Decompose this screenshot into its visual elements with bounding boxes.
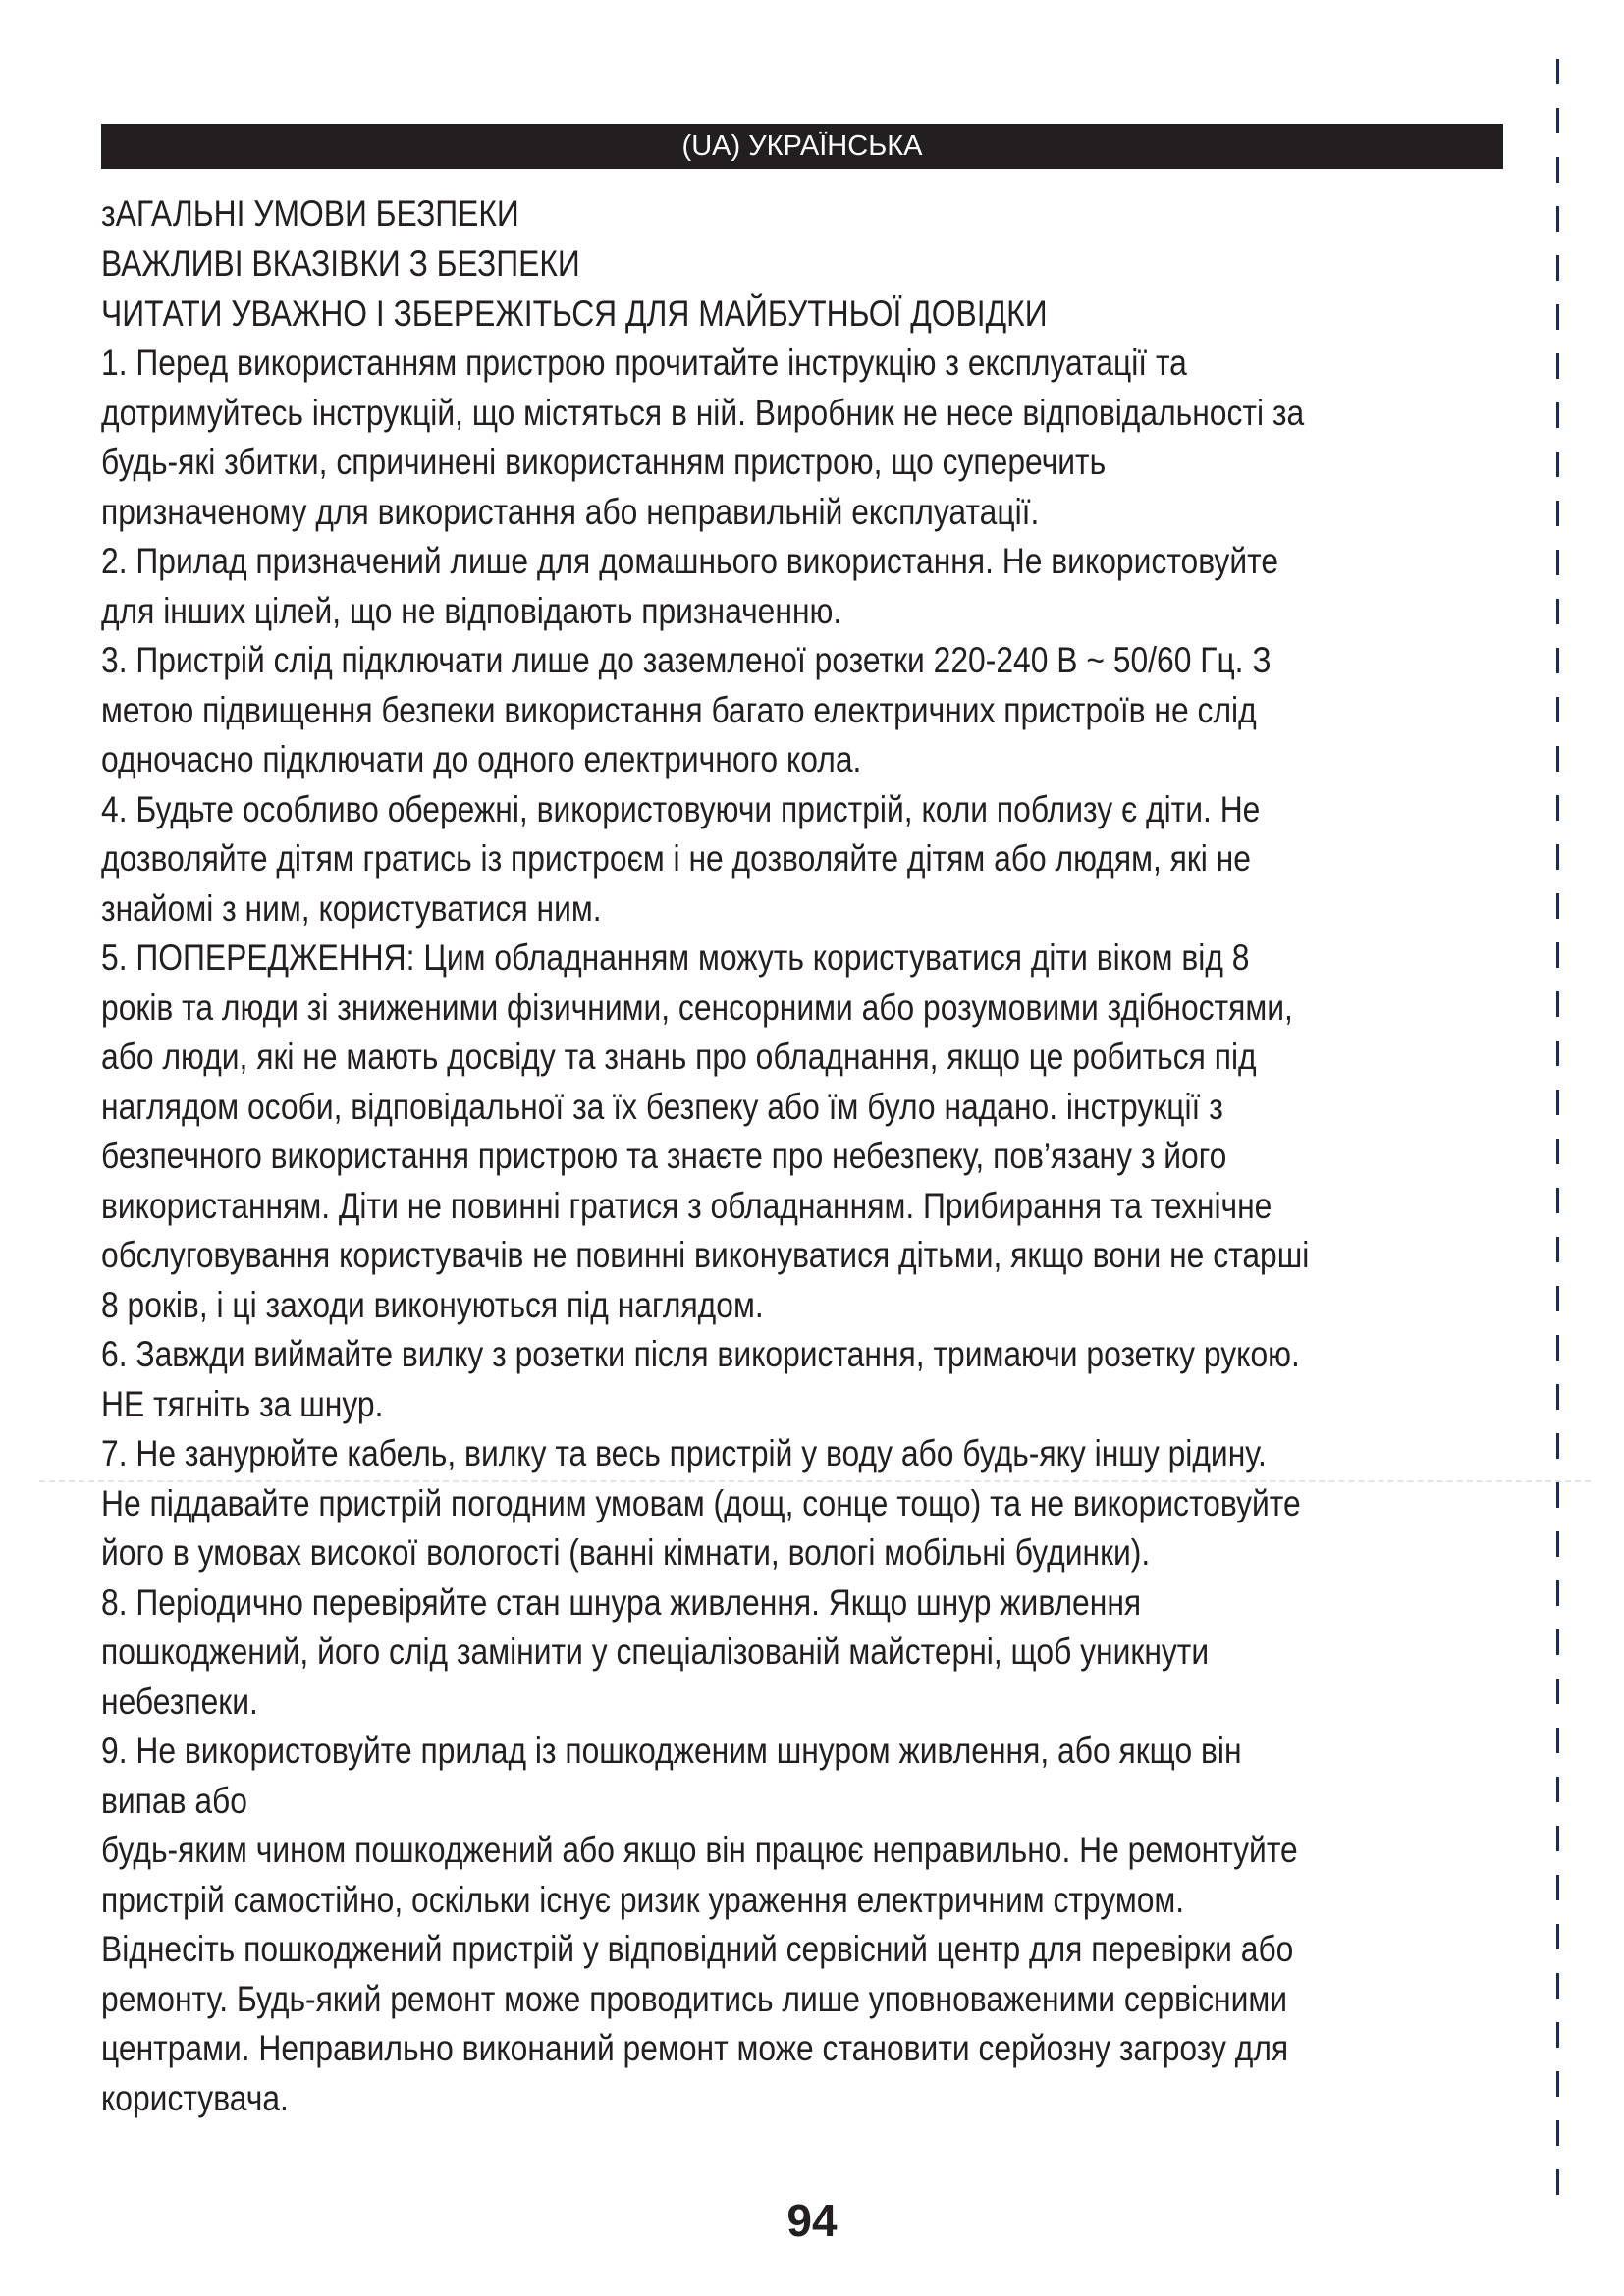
instruction-line: будь-які збитки, спричинені використанням пристрою, що суперечить: [101, 442, 1107, 482]
safety-instructions: [101, 188, 1505, 2123]
cut-mark: [1556, 2169, 1559, 2195]
instruction-line: 2. Прилад призначений лише для домашнього використання. Не використовуйте: [101, 541, 1279, 581]
instruction-item: [101, 1578, 1505, 1728]
cut-mark: [1556, 550, 1559, 575]
instruction-item: [101, 636, 1505, 785]
cut-mark: [1556, 1679, 1559, 1704]
cut-mark: [1556, 2071, 1559, 2097]
instruction-line: випав або: [101, 1780, 247, 1821]
cut-mark: [1556, 1580, 1559, 1606]
instruction-item: [101, 1330, 1505, 1429]
cut-mark: [1556, 2120, 1559, 2146]
cut-mark: [1556, 991, 1559, 1017]
cut-mark: [1556, 255, 1559, 281]
instruction-line: наглядом особи, відповідальної за їх безпеку або їм було надано. інструкції з: [101, 1086, 1223, 1127]
instruction-line: НЕ тягніть за шнур.: [101, 1383, 384, 1424]
instruction-line: 7. Не занурюйте кабель, вилку та весь пристрій у воду або будь-яку іншу рідину.: [101, 1433, 1267, 1473]
instruction-line: 8 років, і ці заходи виконуються під наглядом.: [101, 1284, 764, 1325]
cut-mark: [1556, 304, 1559, 330]
instruction-line: безпечного використання пристрою та знаєте про небезпеку, пов’язану з його: [101, 1136, 1227, 1176]
instruction-item: [101, 934, 1505, 1330]
cut-mark: [1556, 1482, 1559, 1508]
instruction-line: дотримуйтесь інструкцій, що містяться в ній. Виробник не несе відповідальності за: [101, 392, 1305, 433]
instruction-line: 9. Не використовуйте прилад із пошкодженим шнуром живлення, або якщо він: [101, 1731, 1242, 1771]
instruction-line: користувача.: [101, 2077, 289, 2118]
cut-mark: [1556, 108, 1559, 133]
cut-mark: [1556, 1826, 1559, 1851]
cut-mark: [1556, 353, 1559, 379]
cut-mark: [1556, 1728, 1559, 1753]
cut-mark: [1556, 1629, 1559, 1655]
instruction-line: 4. Будьте особливо обережні, використовуючи пристрій, коли поблизу є діти. Не: [101, 788, 1261, 829]
cut-mark: [1556, 2022, 1559, 2048]
instruction-line: використанням. Діти не повинні гратися з обладнанням. Прибирання та технічне: [101, 1185, 1272, 1226]
cut-mark: [1556, 746, 1559, 772]
cut-mark: [1556, 648, 1559, 673]
cut-mark: [1556, 1777, 1559, 1802]
instruction-line: призначеному для використання або неправильній експлуатації.: [101, 491, 1040, 532]
instruction-item: [101, 1429, 1505, 1578]
cut-mark: [1556, 1384, 1559, 1410]
cut-mark: [1556, 1237, 1559, 1262]
cut-mark: [1556, 206, 1559, 232]
cut-mark: [1556, 1286, 1559, 1311]
cut-mark: [1556, 1433, 1559, 1459]
instruction-line: Віднесіть пошкоджений пристрій у відповідний сервісний центр для перевірки або: [101, 1929, 1294, 1969]
cut-mark: [1556, 402, 1559, 428]
cut-mark: [1556, 157, 1559, 183]
cut-mark: [1556, 697, 1559, 722]
instruction-line: 6. Завжди виймайте вилку з розетки після використання, тримаючи розетку рукою.: [101, 1334, 1300, 1374]
cut-mark: [1556, 59, 1559, 84]
section-title-read-carefully: ЧИТАТИ УВАЖНО І ЗБЕРЕЖІТЬСЯ ДЛЯ МАЙБУТНЬОЇ ДОВІДКИ: [101, 294, 1048, 334]
instruction-line: будь-яким чином пошкоджений або якщо він працює неправильно. Не ремонтуйте: [101, 1830, 1298, 1870]
instruction-line: для інших цілей, що не відповідають призначенню.: [101, 590, 842, 631]
instruction-line: метою підвищення безпеки використання багато електричних пристроїв не слід: [101, 689, 1257, 730]
cut-mark: [1556, 844, 1559, 870]
cut-mark: [1556, 1335, 1559, 1361]
cut-mark: [1556, 1041, 1559, 1066]
instruction-line: 8. Періодично перевіряйте стан шнура живлення. Якщо шнур живлення: [101, 1581, 1142, 1623]
instruction-line: пошкоджений, його слід замінити у спеціалізованій майстерні, щоб уникнути: [101, 1631, 1210, 1672]
cut-mark: [1556, 599, 1559, 624]
cut-mark: [1556, 501, 1559, 526]
instruction-item: [101, 537, 1505, 636]
cut-marks: [1556, 59, 1560, 2218]
cut-mark: [1556, 1090, 1559, 1115]
instruction-line: його в умовах високої вологості (ванні кімнати, вологі мобільні будинки).: [101, 1532, 1151, 1573]
cut-mark: [1556, 1875, 1559, 1900]
instruction-line: 5. ПОПЕРЕДЖЕННЯ: Цим обладнанням можуть користуватися діти віком від 8: [101, 937, 1250, 978]
cut-mark: [1556, 893, 1559, 919]
instruction-line: 3. Пристрій слід підключати лише до заземленої розетки 220-240 В ~ 50/60 Гц. З: [101, 640, 1272, 680]
instruction-line: небезпеки.: [101, 1681, 258, 1722]
cut-mark: [1556, 1924, 1559, 1949]
cut-mark: [1556, 1973, 1559, 1999]
instruction-line: центрами. Неправильно виконаний ремонт може становити серйозну загрозу для: [101, 2028, 1289, 2068]
instruction-line: Не піддавайте пристрій погодним умовам (дощ, сонце тощо) та не використовуйте: [101, 1482, 1301, 1523]
instruction-item: [101, 1727, 1505, 2123]
instruction-item: [101, 339, 1505, 537]
cut-mark: [1556, 1188, 1559, 1213]
instruction-line: років та люди зі зниженими фізичними, сенсорними або розумовими здібностями,: [101, 987, 1293, 1028]
section-title-general: зАГАЛЬНІ УМОВИ БЕЗПЕКИ: [101, 193, 519, 234]
instruction-line: обслуговування користувачів не повинні виконуватися дітьми, якщо вони не старші: [101, 1235, 1310, 1275]
instruction-line: пристрій самостійно, оскільки існує ризик ураження електричним струмом.: [101, 1879, 1185, 1920]
cut-mark: [1556, 1531, 1559, 1557]
instruction-line: знайомі з ним, користуватися ним.: [101, 887, 602, 929]
instruction-line: одночасно підключати до одного електричного кола.: [101, 739, 862, 779]
cut-mark: [1556, 942, 1559, 968]
instruction-line: дозволяйте дітям гратись із пристроєм і не дозволяйте дітям або людям, які не: [101, 838, 1251, 879]
instruction-line: ремонту. Будь-який ремонт може проводитись лише уповноваженими сервісними: [101, 1978, 1288, 2019]
cut-mark: [1556, 452, 1559, 477]
instruction-item: [101, 785, 1505, 934]
instruction-line: або люди, які не мають досвіду та знань про обладнання, якщо це робиться під: [101, 1037, 1257, 1077]
page-number: 94: [786, 2195, 838, 2246]
instruction-list: [101, 339, 1505, 2123]
section-title-important: ВАЖЛИВІ ВКАЗІВКИ З БЕЗПЕКИ: [101, 243, 580, 284]
language-header-bar: (UA) УКРАЇНСЬКА: [101, 124, 1503, 169]
cut-mark: [1556, 795, 1559, 821]
cut-mark: [1556, 1139, 1559, 1164]
instruction-line: 1. Перед використанням пристрою прочитайте інструкцію з експлуатації та: [101, 343, 1187, 383]
